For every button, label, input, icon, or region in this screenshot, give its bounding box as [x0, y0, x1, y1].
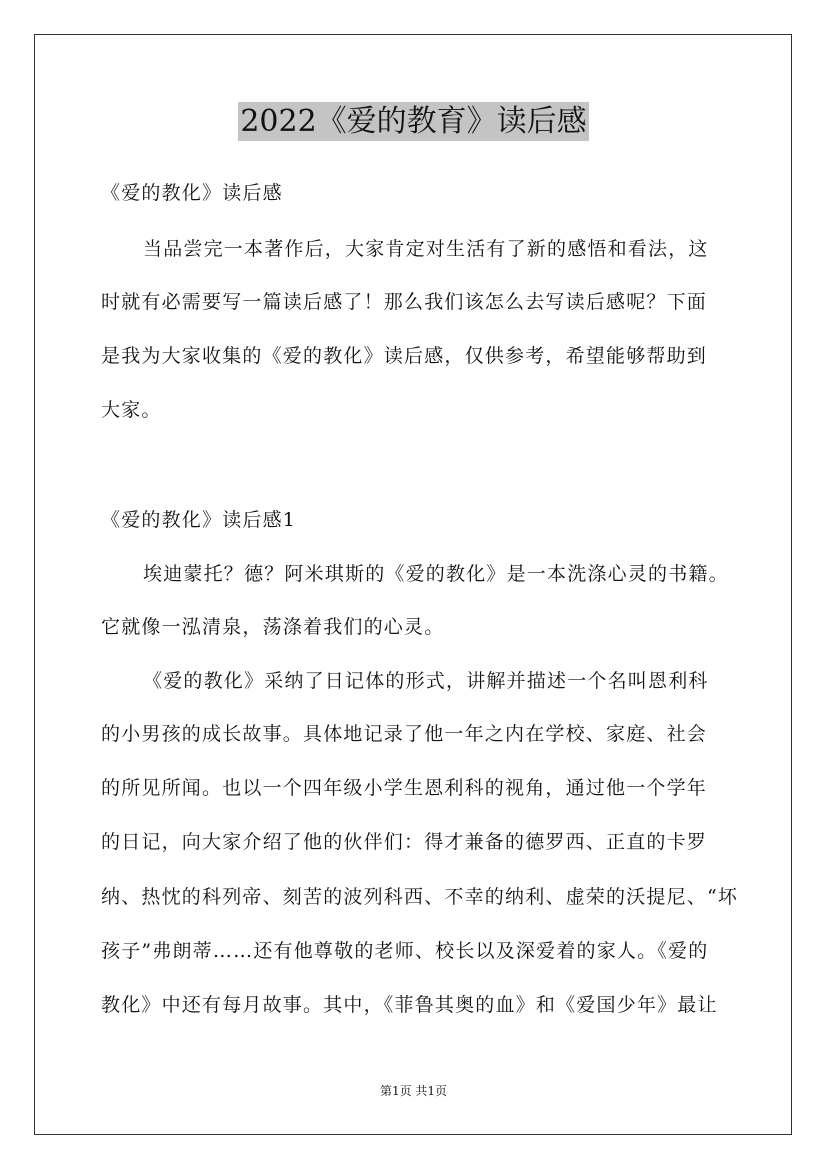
paragraph-line: 当品尝完一本著作后，大家肯定对生活有了新的感悟和看法，这	[143, 238, 709, 260]
paragraph-line: 的日记，向大家介绍了他的伙伴们：得才兼备的德罗西、正直的卡罗	[101, 831, 708, 853]
document-title-text: 2022《爱的教育》读后感	[240, 104, 587, 139]
paragraph-line: 大家。	[101, 399, 162, 421]
paragraph-line: 它就像一泓清泉，荡涤着我们的心灵。	[101, 616, 445, 638]
section-heading: 《爱的教化》读后感	[101, 182, 283, 204]
paragraph-line: 是我为大家收集的《爱的教化》读后感，仅供参考，希望能够帮助到	[101, 345, 708, 367]
paragraph-line: 《爱的教化》采纳了日记体的形式，讲解并描述一个名叫恩利科	[143, 670, 709, 692]
paragraph-line: 教化》中还有每月故事。其中，《菲鲁其奥的血》和《爱国少年》最让	[101, 994, 718, 1016]
paragraph-line: 的小男孩的成长故事。具体地记录了他一年之内在学校、家庭、社会	[101, 723, 708, 745]
paragraph-line: 埃迪蒙托？德？阿米琪斯的《爱的教化》是一本洗涤心灵的书籍。	[143, 563, 729, 585]
page-footer: 第1页 共1页	[379, 1084, 448, 1098]
paragraph-line: 纳、热忱的科列帝、刻苦的波列科西、不幸的纳利、虚荣的沃提尼、“坏	[101, 886, 739, 908]
paragraph-line: 孩子”弗朗蒂……还有他尊敬的老师、校长以及深爱着的家人。《爱的	[101, 940, 709, 962]
paragraph-line: 时就有必需要写一篇读后感了！那么我们该怎么去写读后感呢？下面	[101, 291, 708, 313]
section-heading: 《爱的教化》读后感1	[101, 509, 297, 531]
document-title	[0, 98, 827, 146]
paragraph-line: 的所见所闻。也以一个四年级小学生恩利科的视角，通过他一个学年	[101, 777, 708, 799]
